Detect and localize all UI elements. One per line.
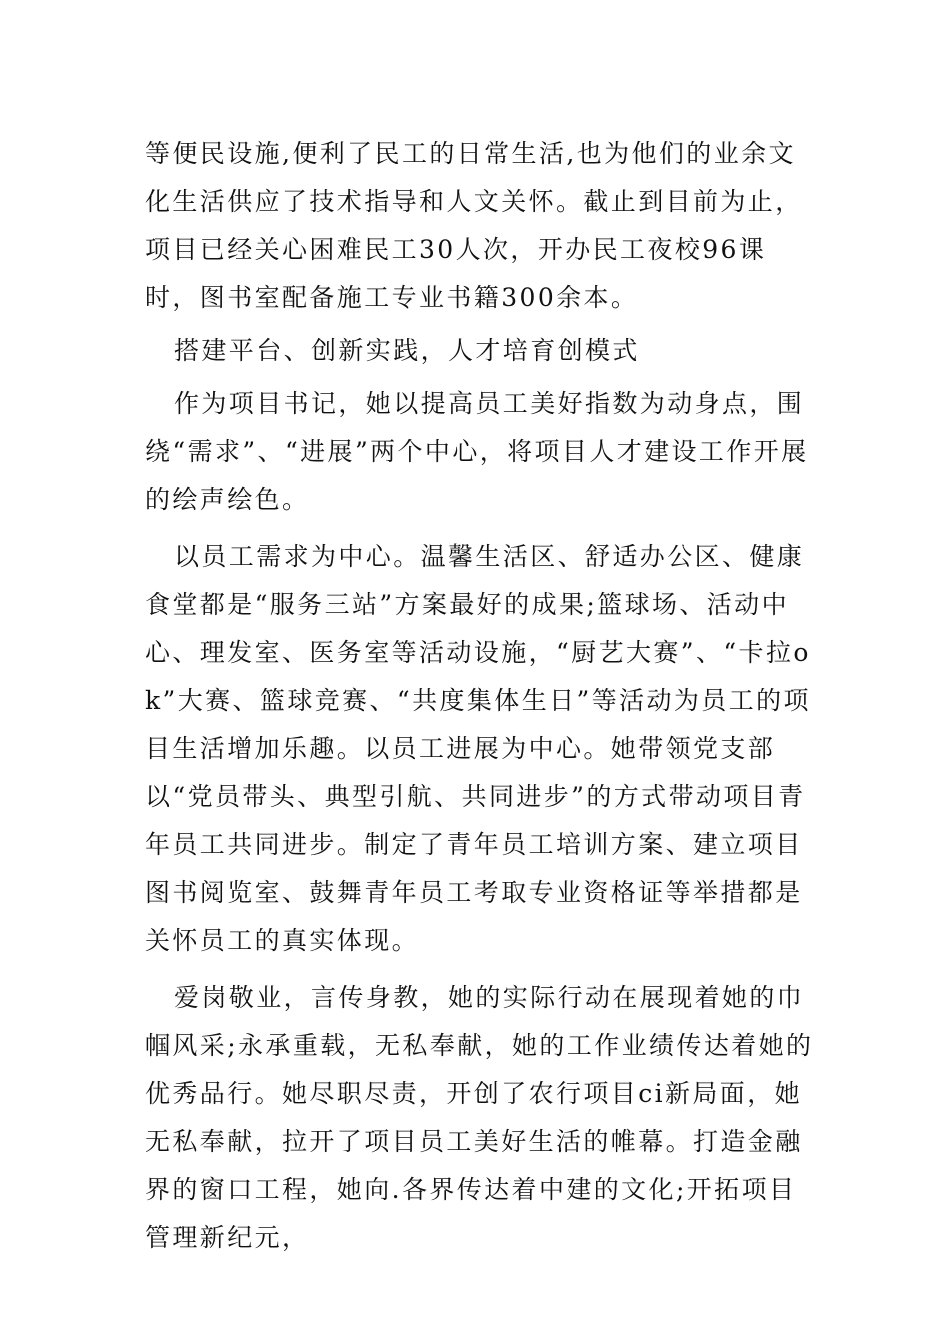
document-body (145, 130, 815, 1262)
paragraph-continuation: 等便民设施,便利了民工的日常生活,也为他们的业余文化生活供应了技术指导和人文关怀。截止到目前为止，项目已经关心困难民工30人次，开办民工夜校96课时，图书室配备施工专业书籍300余本。 (145, 139, 803, 312)
section-heading: 搭建平台、创新实践，人才培育创模式 (174, 336, 640, 365)
paragraph-employee-focus: 以员工需求为中心。温馨生活区、舒适办公区、健康食堂都是“服务三站”方案最好的成果;篮球场、活动中心、理发室、医务室等活动设施，“厨艺大赛”、“卡拉ok”大赛、篮球竞赛、“共度集体生日”等活动为员工的项目生活增加乐趣。以员工进展为中心。她带领党支部以“党员带头、典型引航、共同进步”的方式带动项目青年员工共同进步。制定了青年员工培训方案、建立项目图书阅览室、鼓舞青年员工考取专业资格证等举措都是关怀员工的真实体现。 (145, 542, 811, 955)
paragraph-intro: 作为项目书记，她以提高员工美好指数为动身点，围绕“需求”、“进展”两个中心，将项目人才建设工作开展的绘声绘色。 (145, 389, 809, 514)
paragraph-dedication: 爱岗敬业，言传身教，她的实际行动在展现着她的巾帼风采;永承重载，无私奉献，她的工作业绩传达着她的优秀品行。她尽职尽责，开创了农行项目ci新局面，她无私奉献，拉开了项目员工美好生活的帷幕。打造金融界的窗口工程，她向.各界传达着中建的文化;开拓项目管理新纪元， (145, 983, 814, 1252)
